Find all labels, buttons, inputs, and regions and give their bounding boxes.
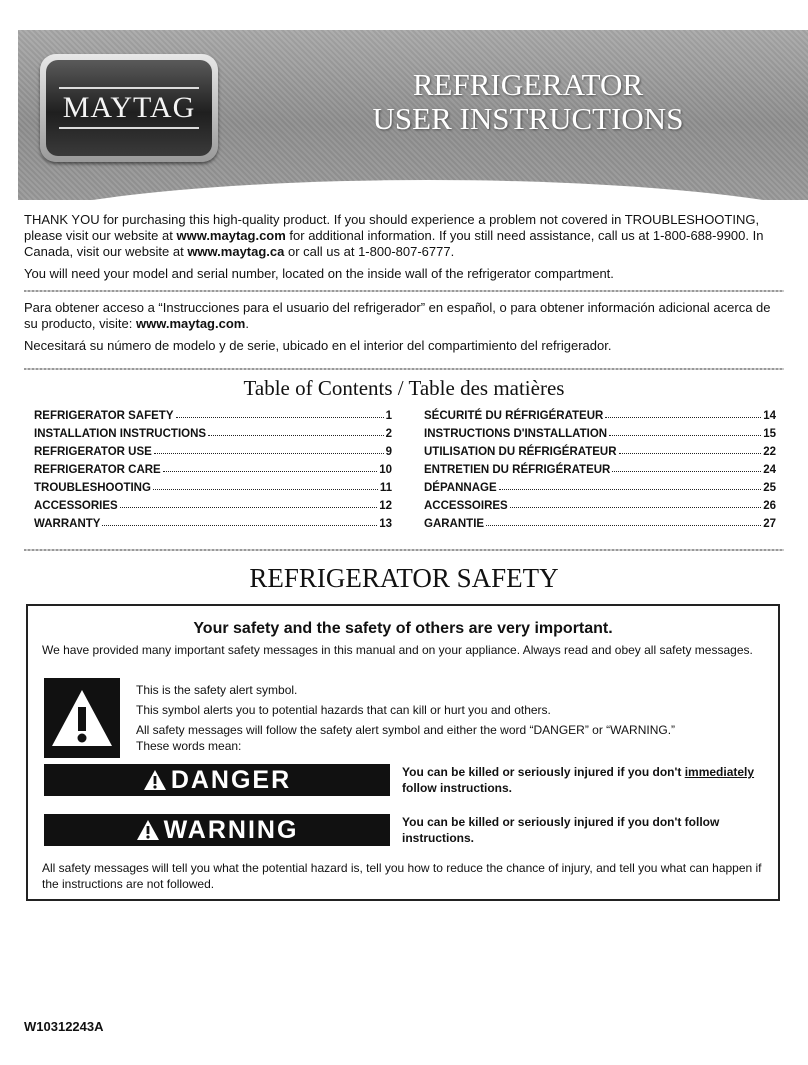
spanish-text: Para obtener acceso a “Instrucciones para el usuario del refrigerador” en español, o para obtener información adicional acerca de su producto, visite: — [24, 300, 771, 331]
toc-entry-label: REFRIGERATOR SAFETY — [34, 410, 174, 422]
safety-alert-icon — [44, 678, 120, 758]
toc-entry-page: 27 — [763, 518, 776, 530]
danger-emphasis: immediately — [684, 765, 755, 779]
safety-heading: Your safety and the safety of others are very important. — [193, 620, 613, 637]
toc-entry[interactable] — [34, 422, 392, 440]
toc-entry-label: WARRANTY — [34, 518, 101, 530]
toc-entry[interactable] — [424, 476, 776, 494]
toc-entry-label: ACCESSORIES — [34, 500, 118, 512]
document-part-number: W10312243A — [24, 1019, 104, 1034]
toc-leader-dots — [163, 471, 377, 472]
toc-entry-label: UTILISATION DU RÉFRIGÉRATEUR — [424, 446, 617, 458]
toc-french — [424, 404, 776, 530]
toc-leader-dots — [208, 435, 384, 436]
alert-line: All safety messages will follow the safety alert symbol and either the word “DANGER” or “WARNING.” — [136, 723, 676, 737]
toc-entry-page: 14 — [763, 410, 776, 422]
spanish-text: . — [245, 316, 249, 331]
intro-text: THANK YOU for purchasing this high-quality product. If you should experience a problem not covered in TROUBLESHOOTING, please visit our website at — [24, 212, 760, 243]
toc-entry-page: 15 — [763, 428, 776, 440]
toc-leader-dots — [154, 453, 384, 454]
toc-leader-dots — [619, 453, 762, 454]
toc-leader-dots — [176, 417, 384, 418]
maytag-ca-link[interactable]: www.maytag.ca — [187, 244, 285, 259]
toc-entry[interactable] — [34, 404, 392, 422]
intro-text: or call us at 1-800-807-6777. — [284, 244, 455, 259]
spanish-paragraph-1 — [24, 300, 784, 332]
toc-entry-label: INSTRUCTIONS D'INSTALLATION — [424, 428, 608, 440]
danger-text: follow instructions. — [402, 781, 512, 795]
toc-entry-label: DÉPANNAGE — [424, 482, 497, 494]
safety-section-title: REFRIGERATOR SAFETY — [249, 563, 559, 593]
toc-leader-dots — [153, 489, 378, 490]
toc-entry-page: 10 — [379, 464, 392, 476]
alert-symbol-text — [136, 682, 756, 758]
toc-entry-page: 13 — [379, 518, 392, 530]
toc-entry[interactable] — [424, 458, 776, 476]
toc-entry[interactable] — [34, 494, 392, 512]
danger-description — [402, 764, 772, 796]
maytag-logo — [40, 54, 218, 162]
toc-english — [34, 404, 392, 530]
warning-triangle-icon — [136, 819, 160, 841]
danger-label: DANGER — [170, 765, 292, 794]
toc-leader-dots — [609, 435, 761, 436]
toc-entry-label: REFRIGERATOR USE — [34, 446, 152, 458]
toc-leader-dots — [612, 471, 761, 472]
logo-badge — [46, 60, 212, 156]
intro-paragraph-1 — [24, 212, 784, 260]
toc-leader-dots — [102, 525, 377, 526]
title-line-2: USER INSTRUCTIONS — [372, 101, 684, 136]
toc-entry[interactable] — [34, 440, 392, 458]
toc-entry-page: 9 — [385, 446, 392, 458]
toc-leader-dots — [605, 417, 761, 418]
toc-entry-label: INSTALLATION INSTRUCTIONS — [34, 428, 207, 440]
toc-entry[interactable] — [424, 422, 776, 440]
maytag-com-link[interactable]: www.maytag.com — [176, 228, 286, 243]
safety-box — [26, 604, 780, 901]
spanish-maytag-link[interactable]: www.maytag.com — [136, 316, 246, 331]
toc-entry[interactable] — [424, 440, 776, 458]
toc-entry-page: 25 — [763, 482, 776, 494]
toc-title: Table of Contents / Table des matières — [243, 376, 565, 400]
toc-leader-dots — [486, 525, 761, 526]
toc-entry-label: REFRIGERATOR CARE — [34, 464, 161, 476]
spanish-paragraph-2: Necesitará su número de modelo y de serie, ubicado en el interior del compartimiento del refrigerador. — [24, 338, 612, 353]
warning-label: WARNING — [163, 815, 299, 844]
toc-entry-page: 2 — [385, 428, 392, 440]
toc-entry-page: 11 — [379, 482, 392, 494]
intro-text: for additional information. If you still need assistance, call us at 1-800-688-9900. In Canada, visit our website at — [24, 228, 764, 259]
alert-line: These words mean: — [136, 739, 242, 753]
divider — [24, 549, 784, 551]
warning-description: You can be killed or seriously injured if you don't follow instructions. — [402, 815, 720, 845]
toc-entry-page: 1 — [385, 410, 392, 422]
toc-entry[interactable] — [424, 494, 776, 512]
toc-entry-label: TROUBLESHOOTING — [34, 482, 151, 494]
toc-entry-label: SÉCURITÉ DU RÉFRIGÉRATEUR — [424, 410, 604, 422]
logo-text: MAYTAG — [59, 87, 200, 129]
alert-line: This is the safety alert symbol. — [136, 683, 298, 697]
toc-entry-page: 22 — [763, 446, 776, 458]
intro-paragraph-2: You will need your model and serial number, located on the inside wall of the refrigerator compartment. — [24, 266, 614, 281]
header-banner — [18, 30, 808, 200]
divider — [24, 368, 784, 370]
toc-leader-dots — [510, 507, 761, 508]
intro-english — [24, 212, 784, 288]
toc-leader-dots — [499, 489, 762, 490]
danger-text: You can be killed or seriously injured if you don't — [402, 765, 685, 779]
toc-entry-label: ENTRETIEN DU RÉFRIGÉRATEUR — [424, 464, 611, 476]
toc-entry[interactable] — [34, 512, 392, 530]
toc-entry-page: 24 — [763, 464, 776, 476]
alert-line: This symbol alerts you to potential hazards that can kill or hurt you and others. — [136, 703, 551, 717]
toc-entry[interactable] — [34, 476, 392, 494]
danger-signal-word — [44, 764, 390, 796]
toc-entry-label: GARANTIE — [424, 518, 485, 530]
toc-leader-dots — [120, 507, 377, 508]
toc-entry-page: 12 — [379, 500, 392, 512]
warning-triangle-icon — [143, 769, 167, 791]
divider — [24, 290, 784, 292]
banner-swoosh — [18, 180, 808, 200]
document-title — [318, 68, 738, 136]
warning-signal-word — [44, 814, 390, 846]
title-line-1: REFRIGERATOR — [412, 67, 644, 102]
intro-spanish — [24, 300, 784, 360]
safety-intro: We have provided many important safety messages in this manual and on your appliance. Always read and obey all safety messages. — [42, 643, 753, 657]
toc-entry-label: ACCESSOIRES — [424, 500, 508, 512]
toc-entry[interactable] — [424, 404, 776, 422]
toc-entry[interactable] — [424, 512, 776, 530]
toc-entry-page: 26 — [763, 500, 776, 512]
safety-closing: All safety messages will tell you what the potential hazard is, tell you how to reduce the chance of injury, and tell you what can happen if the instructions are not followed. — [42, 861, 762, 891]
toc-entry[interactable] — [34, 458, 392, 476]
